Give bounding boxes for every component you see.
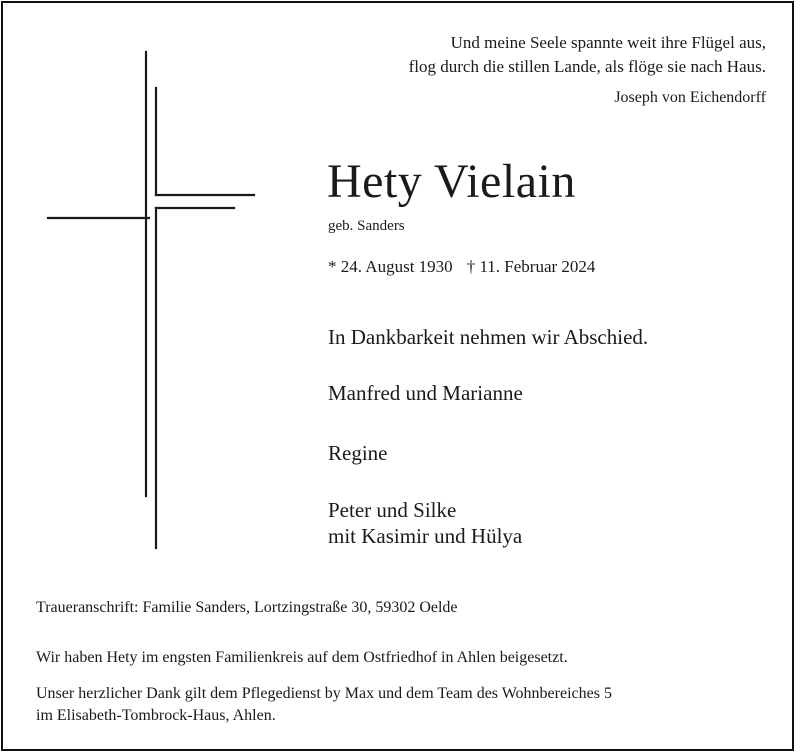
quote-author: Joseph von Eichendorff [614, 89, 766, 106]
deceased-name: Hety Vielain [327, 155, 576, 208]
mourning-address: Traueranschrift: Familie Sanders, Lortzingstraße 30, 59302 Oelde [36, 599, 458, 616]
death-date: † 11. Februar 2024 [466, 257, 596, 276]
quote-line-2: flog durch die stillen Lande, als flöge sie nach Haus. [408, 57, 766, 76]
quote-line-1: Und meine Seele spannte weit ihre Flügel aus, [450, 33, 766, 52]
mourner-family-2: Regine [328, 441, 388, 465]
farewell-text: In Dankbarkeit nehmen wir Abschied. [328, 325, 649, 349]
mourner-family-3-line-2: mit Kasimir und Hülya [328, 524, 523, 548]
mourner-family-1: Manfred und Marianne [328, 381, 523, 405]
maiden-name: geb. Sanders [328, 218, 405, 234]
thanks-line-1: Unser herzlicher Dank gilt dem Pflegedienst by Max und dem Team des Wohnbereiches 5 [36, 685, 612, 702]
thanks-line-2: im Elisabeth-Tombrock-Haus, Ahlen. [36, 707, 276, 724]
christian-cross-icon [46, 50, 258, 550]
burial-note: Wir haben Hety im engsten Familienkreis auf dem Ostfriedhof in Ahlen beigesetzt. [36, 649, 568, 666]
life-dates [328, 257, 595, 277]
mourner-family-3-line-1: Peter und Silke [328, 498, 457, 522]
birth-date: * 24. August 1930 [328, 257, 453, 276]
poem-quote [409, 31, 766, 79]
